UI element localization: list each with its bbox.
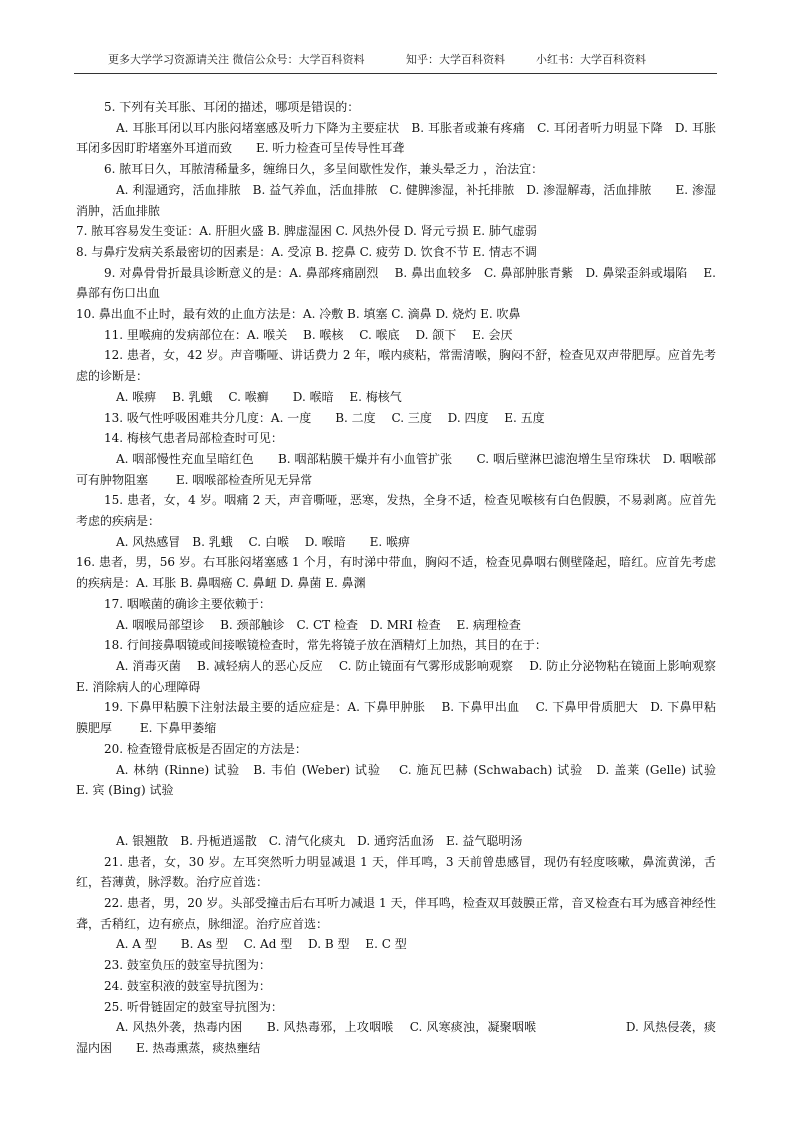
- question-line: A. 消毒灭菌 B. 减轻病人的恶心反应 C. 防止镜面有气雾形成影响观察 D. 防止分泌物粘在镜面上影响观察 E. 消除病人的心理障碍: [76, 658, 732, 694]
- header-divider: [74, 73, 717, 74]
- question-line: 9. 对鼻骨骨折最具诊断意义的是：A. 鼻部疼痛剧烈 B. 鼻出血较多 C. 鼻部肿胀青紫 D. 鼻梁歪斜或塌陷 E. 鼻部有伤口出血: [76, 265, 716, 301]
- question-line: 7. 脓耳容易发生变证：A. 肝胆火盛 B. 脾虚湿困 C. 风热外侵 D. 肾元亏损 E. 肺气虚弱: [76, 224, 537, 239]
- question-line: 22. 患者，男，20 岁。头部受撞击后右耳听力减退 1 天，伴耳鸣，检查双耳鼓膜正常，音叉检查右耳为感音神经性聋，舌稍红，边有瘀点，脉细涩。治疗应首选：: [76, 896, 716, 931]
- question-line: 19. 下鼻甲粘膜下注射法最主要的适应症是：A. 下鼻甲肿胀 B. 下鼻甲出血 C. 下鼻甲骨质肥大 D. 下鼻甲粘膜肥厚 E. 下鼻甲萎缩: [76, 700, 716, 736]
- question-line: 11. 里喉痈的发病部位在：A. 喉关 B. 喉核 C. 喉底 D. 颌下 E. 会厌: [104, 327, 513, 342]
- question-line: A. 咽喉局部望诊 B. 颈部触诊 C. CT 检查 D. MRI 检查 E. 病理检查: [116, 617, 521, 632]
- question-line: 17. 咽喉菌的确诊主要依赖于：: [104, 596, 271, 611]
- question-line: A. 耳胀耳闭以耳内胀闷堵塞感及听力下降为主要症状 B. 耳胀者或兼有疼痛 C. 耳闭者听力明显下降 D. 耳胀耳闭多因盯聍堵塞外耳道而致 E. 听力检查可呈传导性耳聋: [76, 120, 716, 156]
- question-line: A. 咽部慢性充血呈暗红色 B. 咽部粘膜干燥并有小血管扩张 C. 咽后壁淋巴滤泡增生呈帘珠状 D. 咽喉部可有肿物阻塞 E. 咽喉部检查所见无异常: [76, 451, 716, 487]
- question-line: A. 银翘散 B. 丹栀逍遥散 C. 清气化痰丸 D. 通窍活血汤 E. 益气聪明汤: [116, 833, 523, 848]
- question-line: A. 林纳 (Rinne) 试验 B. 韦伯 (Weber) 试验 C. 施瓦巴赫 (Schwabach) 试验 D. 盖莱 (Gelle) 试验 E. 宾 (Bing) 试验: [76, 762, 741, 798]
- question-line: A. 风热感冒 B. 乳蛾 C. 白喉 D. 喉暗 E. 喉痹: [116, 534, 410, 549]
- question-line: 20. 检查镫骨底板是否固定的方法是：: [104, 741, 307, 756]
- question-line: 24. 鼓室积液的鼓室导抗图为：: [104, 978, 271, 993]
- question-line: 14. 梅核气患者局部检查时可见：: [104, 431, 283, 446]
- question-line: A. 风热外袭，热毒内困 B. 风热毒邪，上攻咽喉 C. 风寒痰浊，凝聚咽喉 D. 风热侵袭，痰湿内困 E. 热毒熏蒸，痰热壅结: [76, 1020, 716, 1055]
- question-line: 21. 患者，女，30 岁。左耳突然听力明显减退 1 天，伴耳鸣，3 天前曾患感冒，现仍有轻度咳嗽，鼻流黄涕，舌红，苔薄黄，脉浮数。治疗应首选：: [76, 854, 716, 890]
- question-line: 18. 行间接鼻咽镜或间接喉镜检查时，常先将镜子放在酒精灯上加热，其目的在于：: [104, 638, 547, 653]
- question-line: A. 喉痹 B. 乳蛾 C. 喉癣 D. 喉暗 E. 梅核气: [116, 389, 402, 404]
- question-line: 8. 与鼻疔发病关系最密切的因素是：A. 受凉 B. 挖鼻 C. 疲劳 D. 饮食不节 E. 情志不调: [76, 244, 537, 259]
- question-line: 23. 鼓室负压的鼓室导抗图为：: [104, 958, 271, 973]
- question-line: A. 利湿通窍，活血排脓 B. 益气养血，活血排脓 C. 健脾渗湿，补托排脓 D. 渗湿解毒，活血排脓 E. 渗湿消肿，活血排脓: [76, 182, 716, 218]
- header-xiaohongshu-text: 小红书：大学百科资料: [536, 53, 646, 66]
- question-line: 5. 下列有关耳胀、耳闭的描述，哪项是错误的：: [104, 100, 360, 114]
- section-gap: [76, 801, 716, 831]
- question-line: 25. 听骨链固定的鼓室导抗图为：: [104, 999, 283, 1014]
- question-line: 12. 患者，女，42 岁。声音嘶哑、讲话费力 2 年，喉内痰粘，常需清喉，胸闷不舒，检查见双声带肥厚。应首先考虑的诊断是：: [76, 348, 716, 384]
- question-line: 16. 患者，男，56 岁。右耳胀闷堵塞感 1 个月，有时涕中带血，胸闷不适，检查见鼻咽右侧壁隆起，暗红。应首先考虑的疾病是：A. 耳胀 B. 鼻咽癌 C. 鼻衄 D. 鼻菌 E. 鼻渊: [76, 555, 716, 591]
- exam-questions: [76, 97, 741, 1059]
- question-line: A. A 型 B. As 型 C. Ad 型 D. B 型 E. C 型: [116, 937, 407, 952]
- header-wechat-text: 更多大学学习资源请关注 微信公众号：大学百科资料: [108, 53, 365, 66]
- header-zhihu-text: 知乎：大学百科资料: [406, 53, 505, 66]
- question-line: 6. 脓耳日久，耳脓清稀量多，缠绵日久，多呈间歇性发作，兼头晕乏力 ，治法宜：: [104, 162, 544, 177]
- question-line: 10. 鼻出血不止时，最有效的止血方法是：A. 冷敷 B. 填塞 C. 滴鼻 D. 烧灼 E. 吹鼻: [76, 307, 521, 322]
- question-line: 15. 患者，女，4 岁。咽痛 2 天，声音嘶哑，恶寒，发热，全身不适，检查见喉核有白色假膜，不易剥离。应首先考虑的疾病是：: [76, 493, 716, 529]
- question-line: 13. 吸气性呼吸困难共分几度：A. 一度 B. 二度 C. 三度 D. 四度 E. 五度: [104, 410, 545, 425]
